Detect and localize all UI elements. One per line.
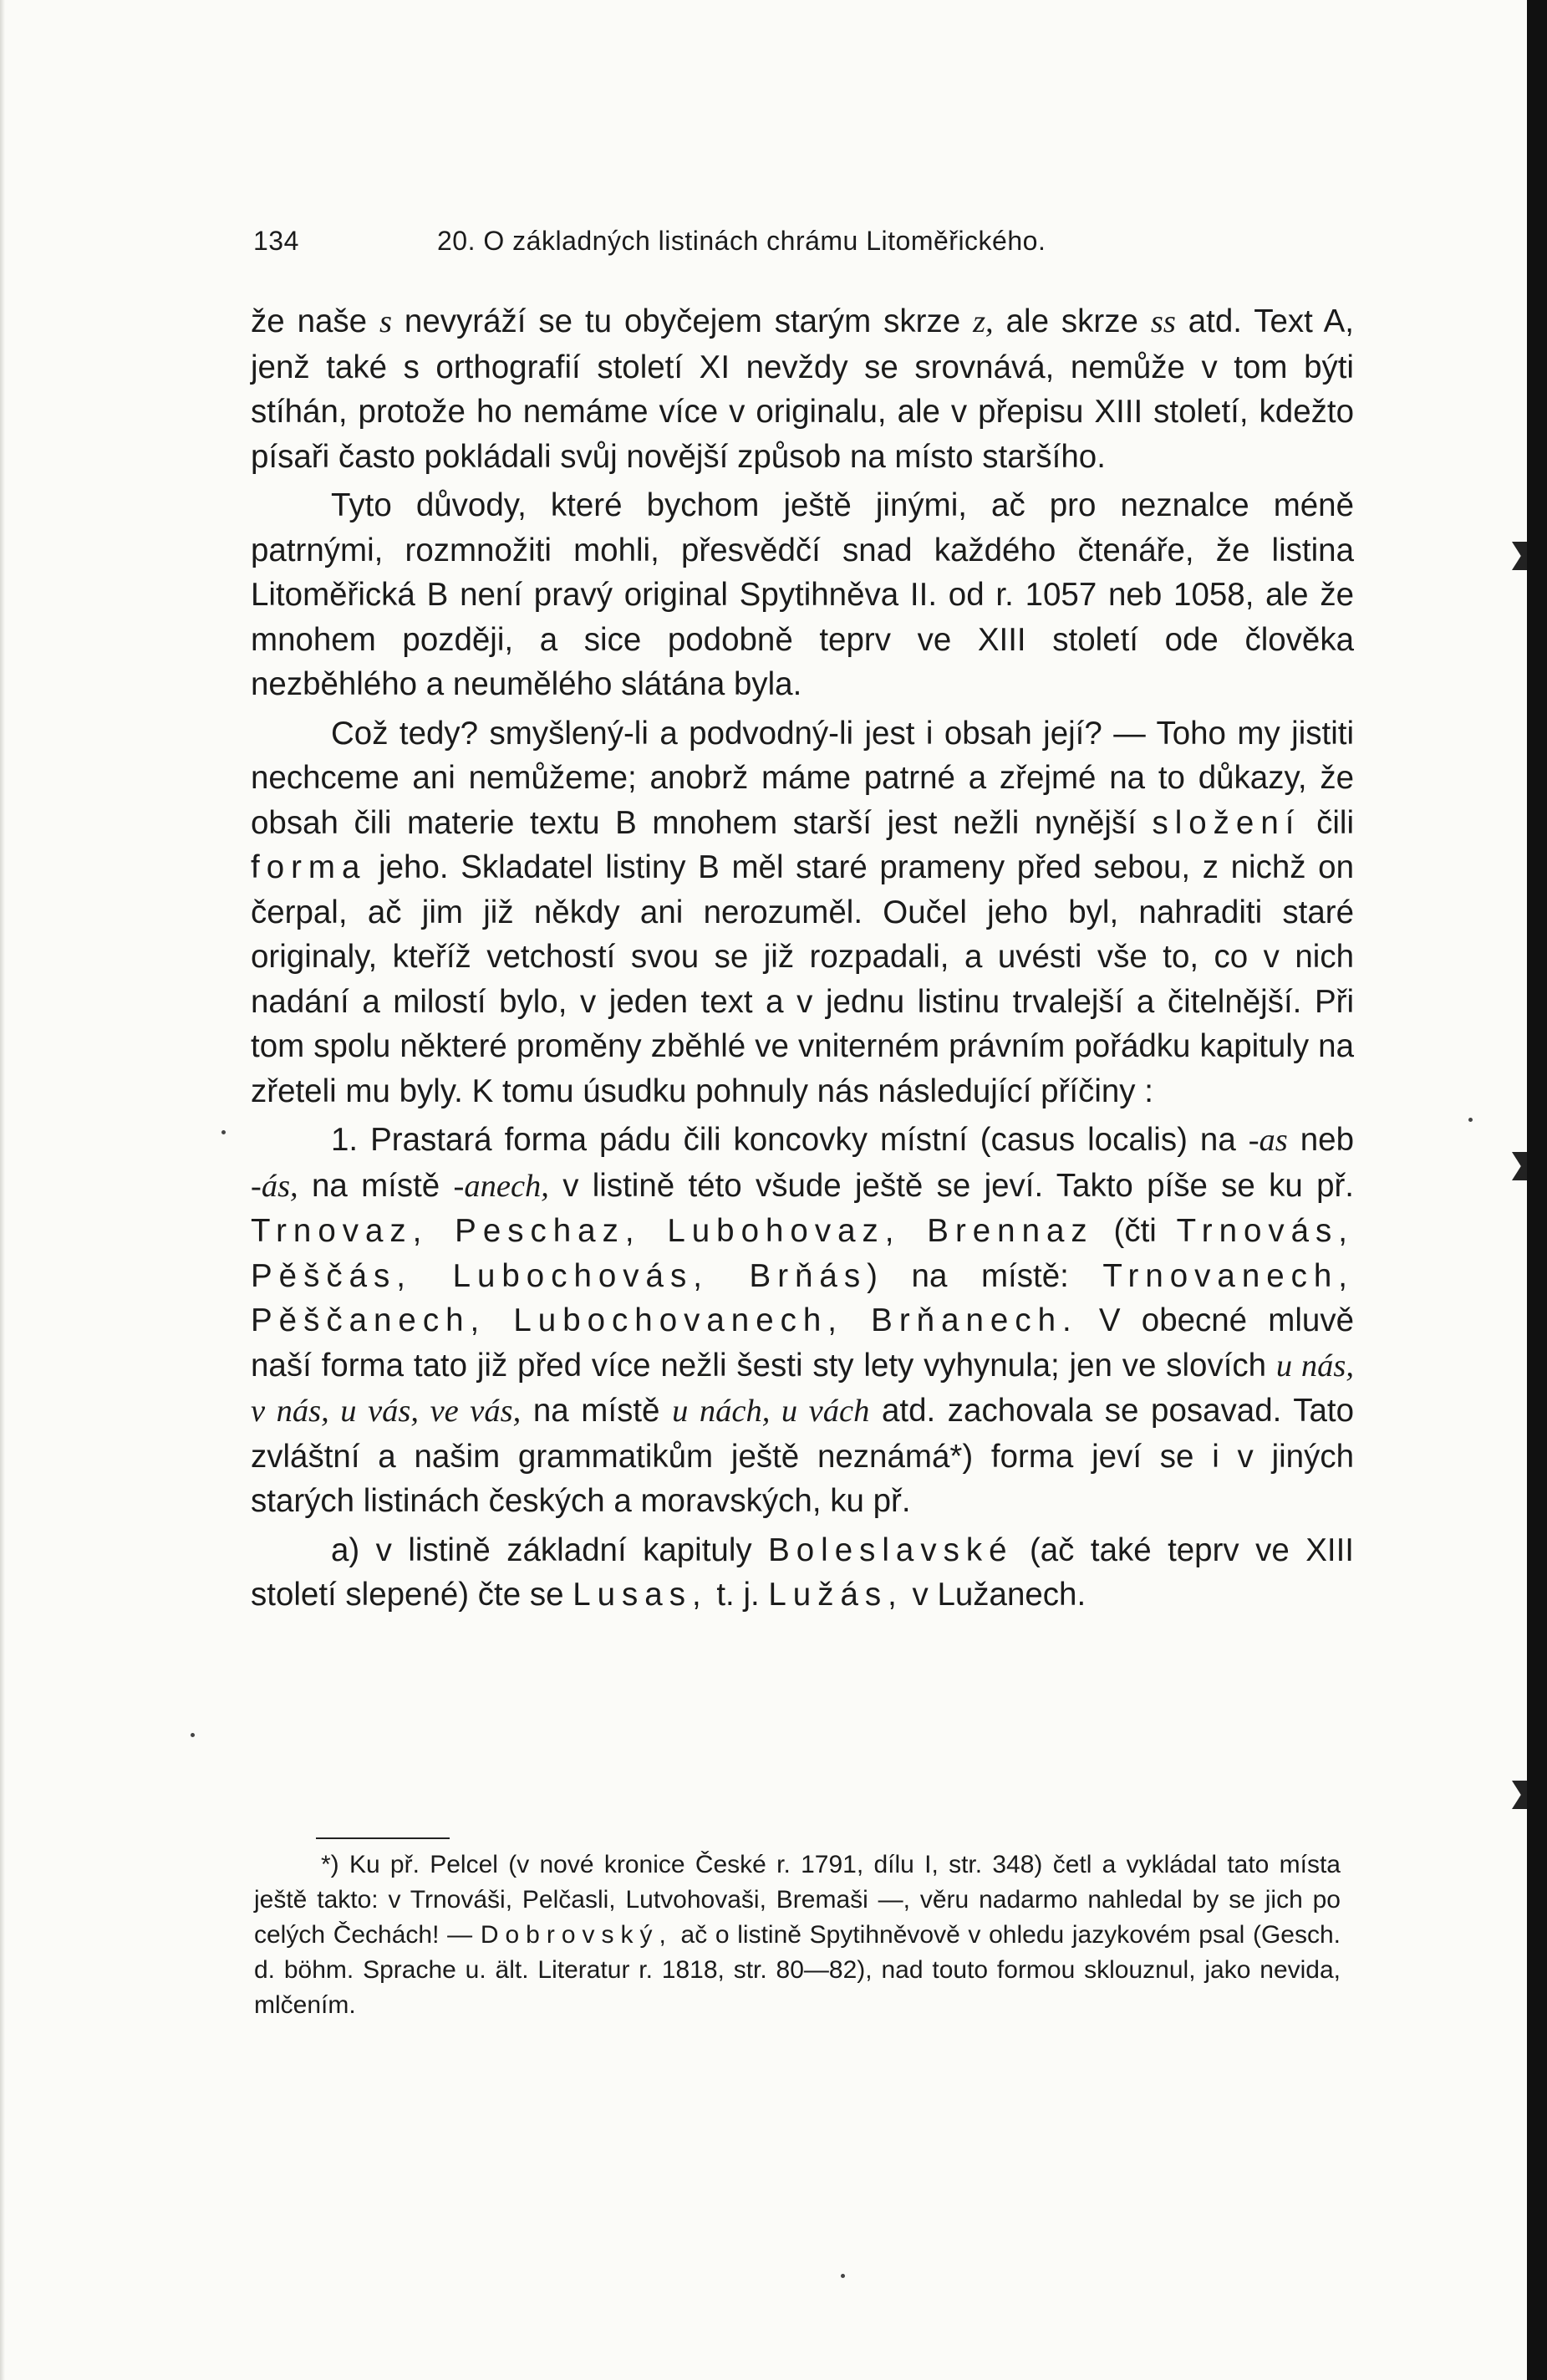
p4-italic-anech: -anech, [453, 1168, 549, 1204]
p1-text-c: ale skrze [993, 303, 1151, 339]
p1-text-d: atd. Text A, jenž také s orthografií století XI nevždy se srovnává, nemůže v tom býti stíhán, protože ho nemáme více v originalu, ale v přepisu XIII století, kdežto písaři často pokládali svůj novější způsob na místo staršího. [251, 303, 1354, 475]
scan-speck [191, 1733, 195, 1737]
footnote-text-b: ač o listině Spytihněvově v ohledu jazykovém psal (Gesch. d. böhm. Sprache u. ält. Literatur r. 1818, str. 80—82), nad touto formou sklouznul, jako nevida, mlčením. [254, 1921, 1341, 2019]
footnote-1 [254, 1847, 1341, 2023]
scan-dark-edge [1527, 0, 1547, 2380]
binding-mark [1512, 1781, 1527, 1809]
running-head [253, 222, 1340, 259]
paragraph-3 [251, 711, 1354, 1114]
p4-italic-as: -as [1248, 1123, 1288, 1158]
page-left-shadow [0, 0, 5, 2380]
p5-spaced-boleslavske: Boleslavské [768, 1531, 1014, 1568]
p5-text-b: (ač také teprv ve XIII století slepené) čte se [251, 1531, 1354, 1613]
footnote-spaced-dobrovsky: Dobrovský, [480, 1921, 673, 1949]
footnote-text-a: *) Ku př. Pelcel (v nové kronice České r. 1791, dílu I, str. 348) četl a vykládal tato místa ještě takto: v Trnováši, Pelčasli, Lutvohovaši, Bremaši —, věru nadarmo nahledal by se jich po celých Čechách! — [254, 1851, 1341, 1949]
p5-text-d: v Lužanech. [903, 1577, 1086, 1613]
page-number: 134 [253, 226, 299, 256]
main-text [251, 299, 1354, 1622]
p1-italic-s: s [379, 304, 392, 339]
footnote-rule [316, 1837, 450, 1839]
paragraph-2: Tyto důvody, které bychom ještě jinými, ač pro neznalce méně patrnými, rozmnožiti mohli, přesvědčí snad každého čtenáře, že listina Litoměřická B není pravý original Spytihněva II. od r. 1057 neb 1058, ale že mnohem později, a sice podobně teprv ve XIII století ode člověka nezběhlého a neumělého slátána byla. [251, 487, 1354, 702]
running-title: 20. O základných listinách chrámu Litoměřického. [437, 226, 1046, 256]
p4-text-g: V obecné mluvě naší forma tato již před více nežli šesti sty lety vyhynula; jen ve slovích [251, 1302, 1355, 1384]
p5-text-a: a) v listině základní kapituly [331, 1531, 769, 1568]
p4-spaced-forms-czech: Trnovás, Pěščás, Lubochovás, Brňás [251, 1213, 1354, 1294]
p4-italic-aas: -ás, [251, 1168, 298, 1204]
p5-spaced-luzas: Lužás, [768, 1577, 903, 1613]
scan-speck [221, 1130, 226, 1134]
p1-text-b: nevyráží se tu obyčejem starým skrze [392, 303, 974, 339]
paragraph-5 [251, 1528, 1354, 1618]
paragraph-4 [251, 1118, 1354, 1524]
binding-mark [1512, 1152, 1527, 1180]
p3-spaced-slozeni: složení [1152, 804, 1301, 841]
p3-text-b: čili [1300, 804, 1354, 841]
p1-italic-ss: ss [1150, 304, 1176, 339]
p4-text-h: na místě [521, 1393, 673, 1429]
p4-spaced-forms-latin: Trnovaz, Peschaz, Lubohovaz, Brennaz [251, 1213, 1094, 1249]
p4-text-e: (čti [1093, 1213, 1177, 1249]
p5-text-c: t. j. [707, 1577, 769, 1613]
p3-text-a: Což tedy? smyšlený-li a podvodný-li jest i obsah její? — Toho my jistiti nechceme ani nemůžeme; anobrž máme patrné a zřejmé na to důkazy, že obsah čili materie textu B mnohem starší jest nežli nynější [251, 715, 1354, 841]
p4-spaced-forms-modern: Trnovanech, Pěščanech, Lubochovanech, Brňanech. [251, 1257, 1354, 1338]
p4-text-d: v listině této všude ještě se jeví. Takto píše se ku př. [548, 1167, 1355, 1204]
p4-italic-u-nach: u nách, u vách [672, 1394, 870, 1429]
p4-text-c: na místě [298, 1167, 454, 1204]
p4-text-k: atd. zachovala se posavad. Tato zvláštní a našim grammatikům ještě neznámá*) forma jeví se i v jiných starých listinách českých a moravských, ku př. [251, 1393, 1355, 1519]
scan-speck [841, 2274, 845, 2278]
p3-text-c: jeho. Skladatel listiny B měl staré prameny před sebou, z nichž on čerpal, ač jim již někdy ani nerozuměl. Oučel jeho byl, nahraditi staré originaly, kteříž vetchostí svou se již rozpadali, a uvésti vše to, co v nich nadání a milostí bylo, v jeden text a v jednu listinu trvalejší a čitelnější. Při tom spolu některé proměny zběhlé ve vniterném právním pořádku kapituly na zřeteli mu byly. K tomu úsudku pohnuly nás následující příčiny : [251, 849, 1354, 1109]
p1-italic-z: z, [973, 304, 994, 339]
paragraph-1 [251, 299, 1354, 479]
binding-mark [1512, 542, 1527, 570]
footnote-block [254, 1847, 1341, 2023]
p5-spaced-lusas: Lusas, [572, 1577, 708, 1613]
p4-text-a: 1. Prastará forma pádu čili koncovky místní (casus localis) na [331, 1122, 1249, 1158]
p1-text-a: že naše [251, 303, 380, 339]
scan-speck [1468, 1118, 1473, 1122]
p3-spaced-forma: forma [251, 849, 367, 885]
p4-text-b: neb [1287, 1122, 1354, 1158]
p4-text-f: ) na místě: [867, 1257, 1103, 1294]
p4-italic-u-nas: u nás, v nás, u vás, ve vás, [251, 1348, 1354, 1429]
